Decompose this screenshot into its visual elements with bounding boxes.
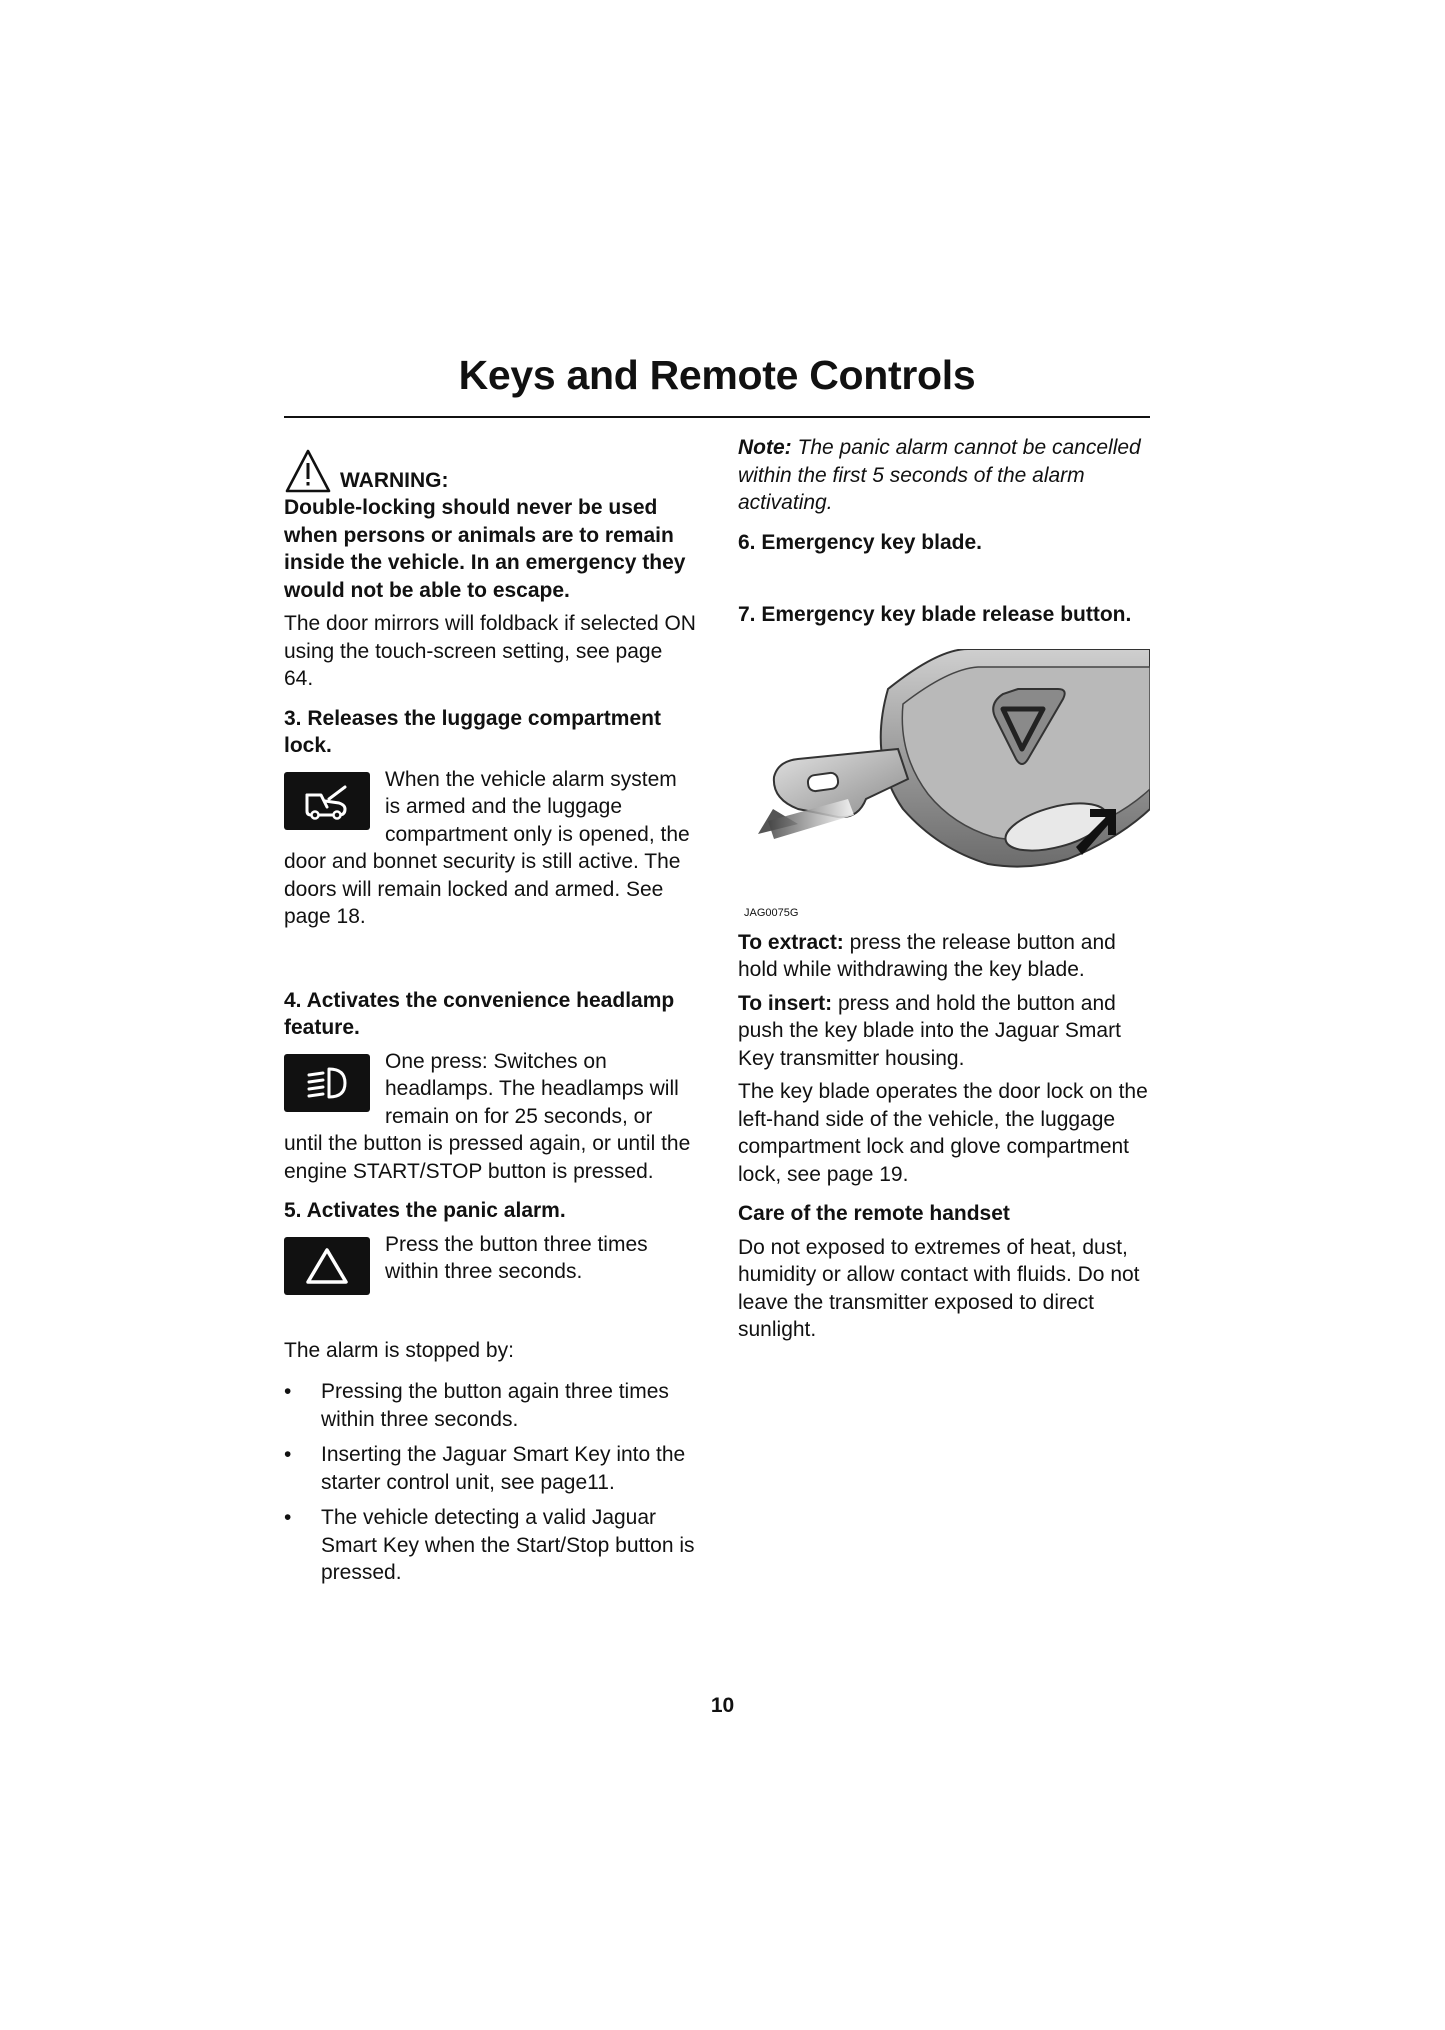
smart-key-illustration [738,649,1150,899]
item6-heading: 6. Emergency key blade. [738,530,982,554]
page-title: Keys and Remote Controls [458,352,976,398]
warning-heading [284,438,696,494]
key-blade-figure [738,649,1150,919]
care-heading: Care of the remote handset [738,1202,1010,1225]
right-column [738,434,1150,1584]
left-column [284,438,696,1598]
item5-heading: 5. Activates the panic alarm. [284,1199,566,1222]
insert-label: To insert: [738,991,833,1015]
extract-text: press the release button and hold while withdrawing the key blade. [738,930,1116,981]
extract-paragraph [738,929,1150,984]
note-label: Note: [738,436,792,459]
figure-code: JAG0075G [744,906,799,919]
mirrors-text: The door mirrors will foldback if selected ON using the touch-screen setting, see page 64. [284,612,696,690]
panic-button [284,1237,370,1295]
page-number: 10 [710,1694,735,1717]
luggage-button [284,772,370,830]
headlamp-button [284,1054,370,1112]
warning-text: Double-locking should never be used when persons or animals are to remain inside the vehicle. In an emergency they would not be able to escape. [284,496,686,602]
item5-text: Press the button three times within three seconds. [385,1232,648,1283]
item3-block [284,766,696,931]
extract-label: To extract: [738,930,844,954]
note-paragraph [738,434,1150,517]
warning-label: WARNING: [340,468,449,492]
item3-text: When the vehicle alarm system is armed and the luggage compartment only is opened, the door and bonnet security is still active. The doors will remain locked and armed. See page 18. [284,767,690,928]
care-text: Do not exposed to extremes of heat, dust, humidity or allow contact with fluids. Do not leave the transmitter exposed to direct sunlight. [738,1235,1140,1341]
panic-alarm-icon [302,1244,352,1288]
luggage-compartment-icon [299,781,355,821]
alarm-bullet-list [284,1378,696,1587]
item4-heading: 4. Activates the convenience headlamp feature. [284,988,675,1039]
item4-block [284,1048,696,1186]
warning-triangle-icon [284,448,332,494]
note-text: The panic alarm cannot be cancelled within the first 5 seconds of the alarm activating. [738,436,1141,514]
list-item: • Inserting the Jaguar Smart Key into the starter control unit, see page11. [284,1441,696,1496]
insert-paragraph [738,990,1150,1073]
title-rule [284,416,1150,418]
item7-heading: 7. Emergency key blade release button. [738,603,1132,626]
item4-text: One press: Switches on headlamps. The headlamps will remain on for 25 seconds, or until the button is pressed again, or until the engine START/STOP button is pressed. [284,1049,691,1183]
list-item: • The vehicle detecting a valid Jaguar Smart Key when the Start/Stop button is pressed. [284,1504,696,1587]
alarm-stopped-text: The alarm is stopped by: [284,1338,514,1362]
item3-heading: 3. Releases the luggage compartment lock. [284,706,661,757]
list-item: • Pressing the button again three times within three seconds. [284,1378,696,1433]
insert-text: press and hold the button and push the key blade into the Jaguar Smart Key transmitter housing. [738,991,1121,1070]
blade-text: The key blade operates the door lock on the left-hand side of the vehicle, the luggage compartment lock and glove compartment lock, see page 19. [738,1080,1148,1186]
headlamp-icon [299,1063,355,1103]
item5-block [284,1231,696,1295]
